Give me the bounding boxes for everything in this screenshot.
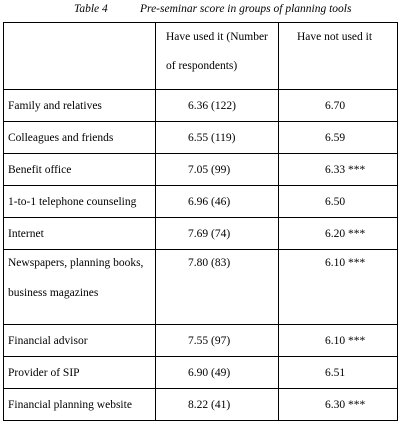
data-table [3,22,398,421]
header-cell-empty [4,23,156,90]
row-not-used-value: 6.59 [279,122,398,154]
row-label: Financial advisor [4,325,156,357]
row-label: 1-to-1 telephone counseling [4,186,156,218]
row-used-value: 7.05 (99) [156,154,279,186]
row-label: Provider of SIP [4,357,156,389]
header-used-line1: Have used it (Number [166,31,268,43]
row-label-line2: business magazines [8,287,99,299]
row-not-used-value: 6.70 [279,90,398,122]
row-label: Family and relatives [4,90,156,122]
row-not-used-value: 6.33 *** [279,154,398,186]
table-row [4,250,398,325]
row-used-value: 6.36 (122) [156,90,279,122]
row-not-used-value: 6.30 *** [279,389,398,421]
row-used-value: 7.80 (83) [156,250,279,325]
row-not-used-value: 6.50 [279,186,398,218]
row-label: Colleagues and friends [4,122,156,154]
row-used-value: 7.69 (74) [156,218,279,250]
row-label-line1: Newspapers, planning books, [8,257,144,269]
row-used-value: 6.90 (49) [156,357,279,389]
table-row [4,218,398,250]
header-used-line2: of respondents) [166,60,238,72]
table-row [4,325,398,357]
table-header-row [4,23,398,90]
table-number: Table 4 [74,3,108,15]
row-label: Internet [4,218,156,250]
header-cell-used [156,23,279,90]
header-cell-not-used [279,23,398,90]
row-used-value: 6.55 (119) [156,122,279,154]
row-not-used-value: 6.20 *** [279,218,398,250]
row-not-used-value: 6.10 *** [279,325,398,357]
row-used-value: 7.55 (97) [156,325,279,357]
row-not-used-value: 6.51 [279,357,398,389]
table-title: Pre-seminar score in groups of planning tools [140,3,352,15]
table-row [4,389,398,421]
header-not-used-label: Have not used it [297,31,373,43]
table-row [4,154,398,186]
table-row [4,122,398,154]
row-used-value: 8.22 (41) [156,389,279,421]
row-not-used-value: 6.10 *** [279,250,398,325]
row-used-value: 6.96 (46) [156,186,279,218]
row-label: Financial planning website [4,389,156,421]
table-row [4,186,398,218]
row-label [4,250,156,325]
table-row [4,90,398,122]
row-label: Benefit office [4,154,156,186]
table-row [4,357,398,389]
